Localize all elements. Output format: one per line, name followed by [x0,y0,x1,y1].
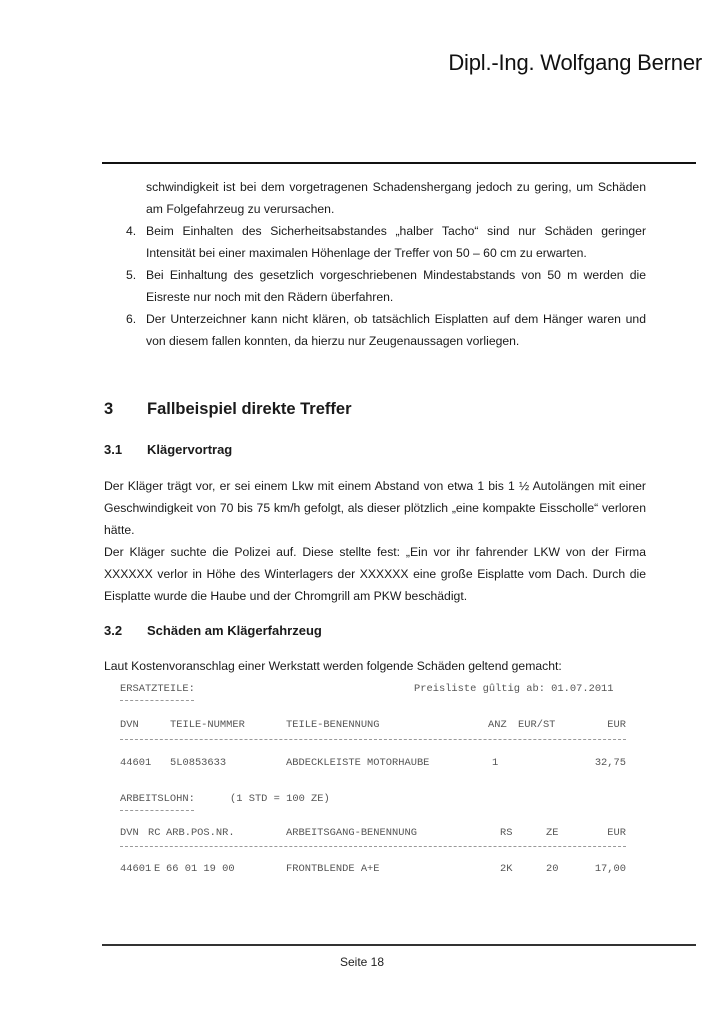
col-header: TEILE-BENENNUNG [286,719,380,731]
col-header: DVN [120,719,139,731]
col-header: RS [500,827,513,839]
divider [120,846,626,847]
labor-cell: 44601 [120,863,152,875]
footer-rule [102,944,696,946]
parts-cell: 5L0853633 [170,757,227,769]
paragraph-claim: Der Kläger trägt vor, er sei einem Lkw mit einem Abstand von etwa 1 bis 1 ½ Autolängen mit einer Geschwindigkeit von 70 bis 75 km/h gefolgt, als dieser plötzlich „eine kompakte Eisscholle“ verloren hätte. [104,479,646,537]
section-title: Schäden am Klägerfahrzeug [147,623,322,638]
col-header: TEILE-NUMMER [170,719,245,731]
parts-cell: 44601 [120,757,152,769]
list-number: 6. [126,312,137,326]
section-title: Klägervortrag [147,442,233,457]
divider [120,739,626,740]
list-text: Der Unterzeichner kann nicht klären, ob tatsächlich Eisplatten auf dem Hänger waren und von diesem fallen konnten, da hierzu nur Zeugenaussagen vorliegen. [146,312,646,348]
labor-cell: 2K [500,863,513,875]
underline [120,700,194,701]
col-header: ARB.POS.NR. [166,827,235,839]
labor-cell: 17,00 [594,863,626,875]
labor-cell: 20 [546,863,559,875]
list-continuation: schwindigkeit ist bei dem vorgetragenen Schadenshergang jedoch zu gering, um Schäden am Folgefahrzeug zu verursachen. [146,180,646,216]
paragraph-police: Der Kläger suchte die Polizei auf. Diese stellte fest: „Ein vor ihr fahrender LKW von der Firma XXXXXX verlor in Höhe des Winterlagers der XXXXXX eine große Eisplatte vom Dach. Durch die Eisplatte wurde die Haube und der Chromgrill am PKW beschädigt. [104,545,646,603]
col-header: DVN [120,827,139,839]
parts-cell: 1 [492,757,499,769]
col-header: ARBEITSGANG-BENENNUNG [286,827,417,839]
header-rule [102,162,696,164]
labor-cell: 66 01 19 00 [166,863,235,875]
col-header: EUR [607,827,626,839]
col-header: ZE [546,827,559,839]
paragraph-intro: Laut Kostenvoranschlag einer Werkstatt werden folgende Schäden geltend gemacht: [104,659,562,673]
pricelist-date: Preisliste gûltig ab: 01.07.2011 [414,683,614,695]
section-title: Fallbeispiel direkte Treffer [147,400,352,418]
col-header: ANZ [488,719,507,731]
col-header: EUR/ST [518,719,556,731]
labor-cell: FRONTBLENDE A+E [286,863,380,875]
parts-cell: ABDECKLEISTE MOTORHAUBE [286,757,430,769]
section-heading-3-1 [104,442,232,457]
list-text: Bei Einhaltung des gesetzlich vorgeschriebenen Mindestabstands von 50 m werden die Eisreste nur noch mit den Rädern überfahren. [146,268,646,304]
letterhead-name: Dipl.-Ing. Wolfgang Berner [448,50,702,75]
section-number: 3.2 [104,623,123,638]
labor-label: ARBEITSLOHN: [120,793,195,805]
list-number: 5. [126,268,137,282]
numbered-list [104,176,646,352]
list-text: Beim Einhalten des Sicherheitsabstandes „halber Tacho“ sind nur Schäden geringer Intensität bei einer maximalen Höhenlage der Treffer von 50 – 60 cm zu erwarten. [146,224,646,260]
list-number: 4. [126,224,137,238]
cost-estimate-scan [108,683,630,883]
col-header: RC [148,827,161,839]
page-number: Seite 18 [339,955,385,969]
underline [120,810,194,811]
list-item [104,264,646,308]
labor-rate: (1 STD = 100 ZE) [230,793,330,805]
parts-cell: 32,75 [594,757,626,769]
section-heading-3-2 [104,623,322,638]
section-heading-3 [104,400,352,419]
labor-cell: E [154,863,161,875]
section-number: 3.1 [104,442,123,457]
parts-label: ERSATZTEILE: [120,683,195,695]
list-item [104,220,646,264]
section-number: 3 [104,400,114,418]
col-header: EUR [607,719,626,731]
list-item [104,308,646,352]
